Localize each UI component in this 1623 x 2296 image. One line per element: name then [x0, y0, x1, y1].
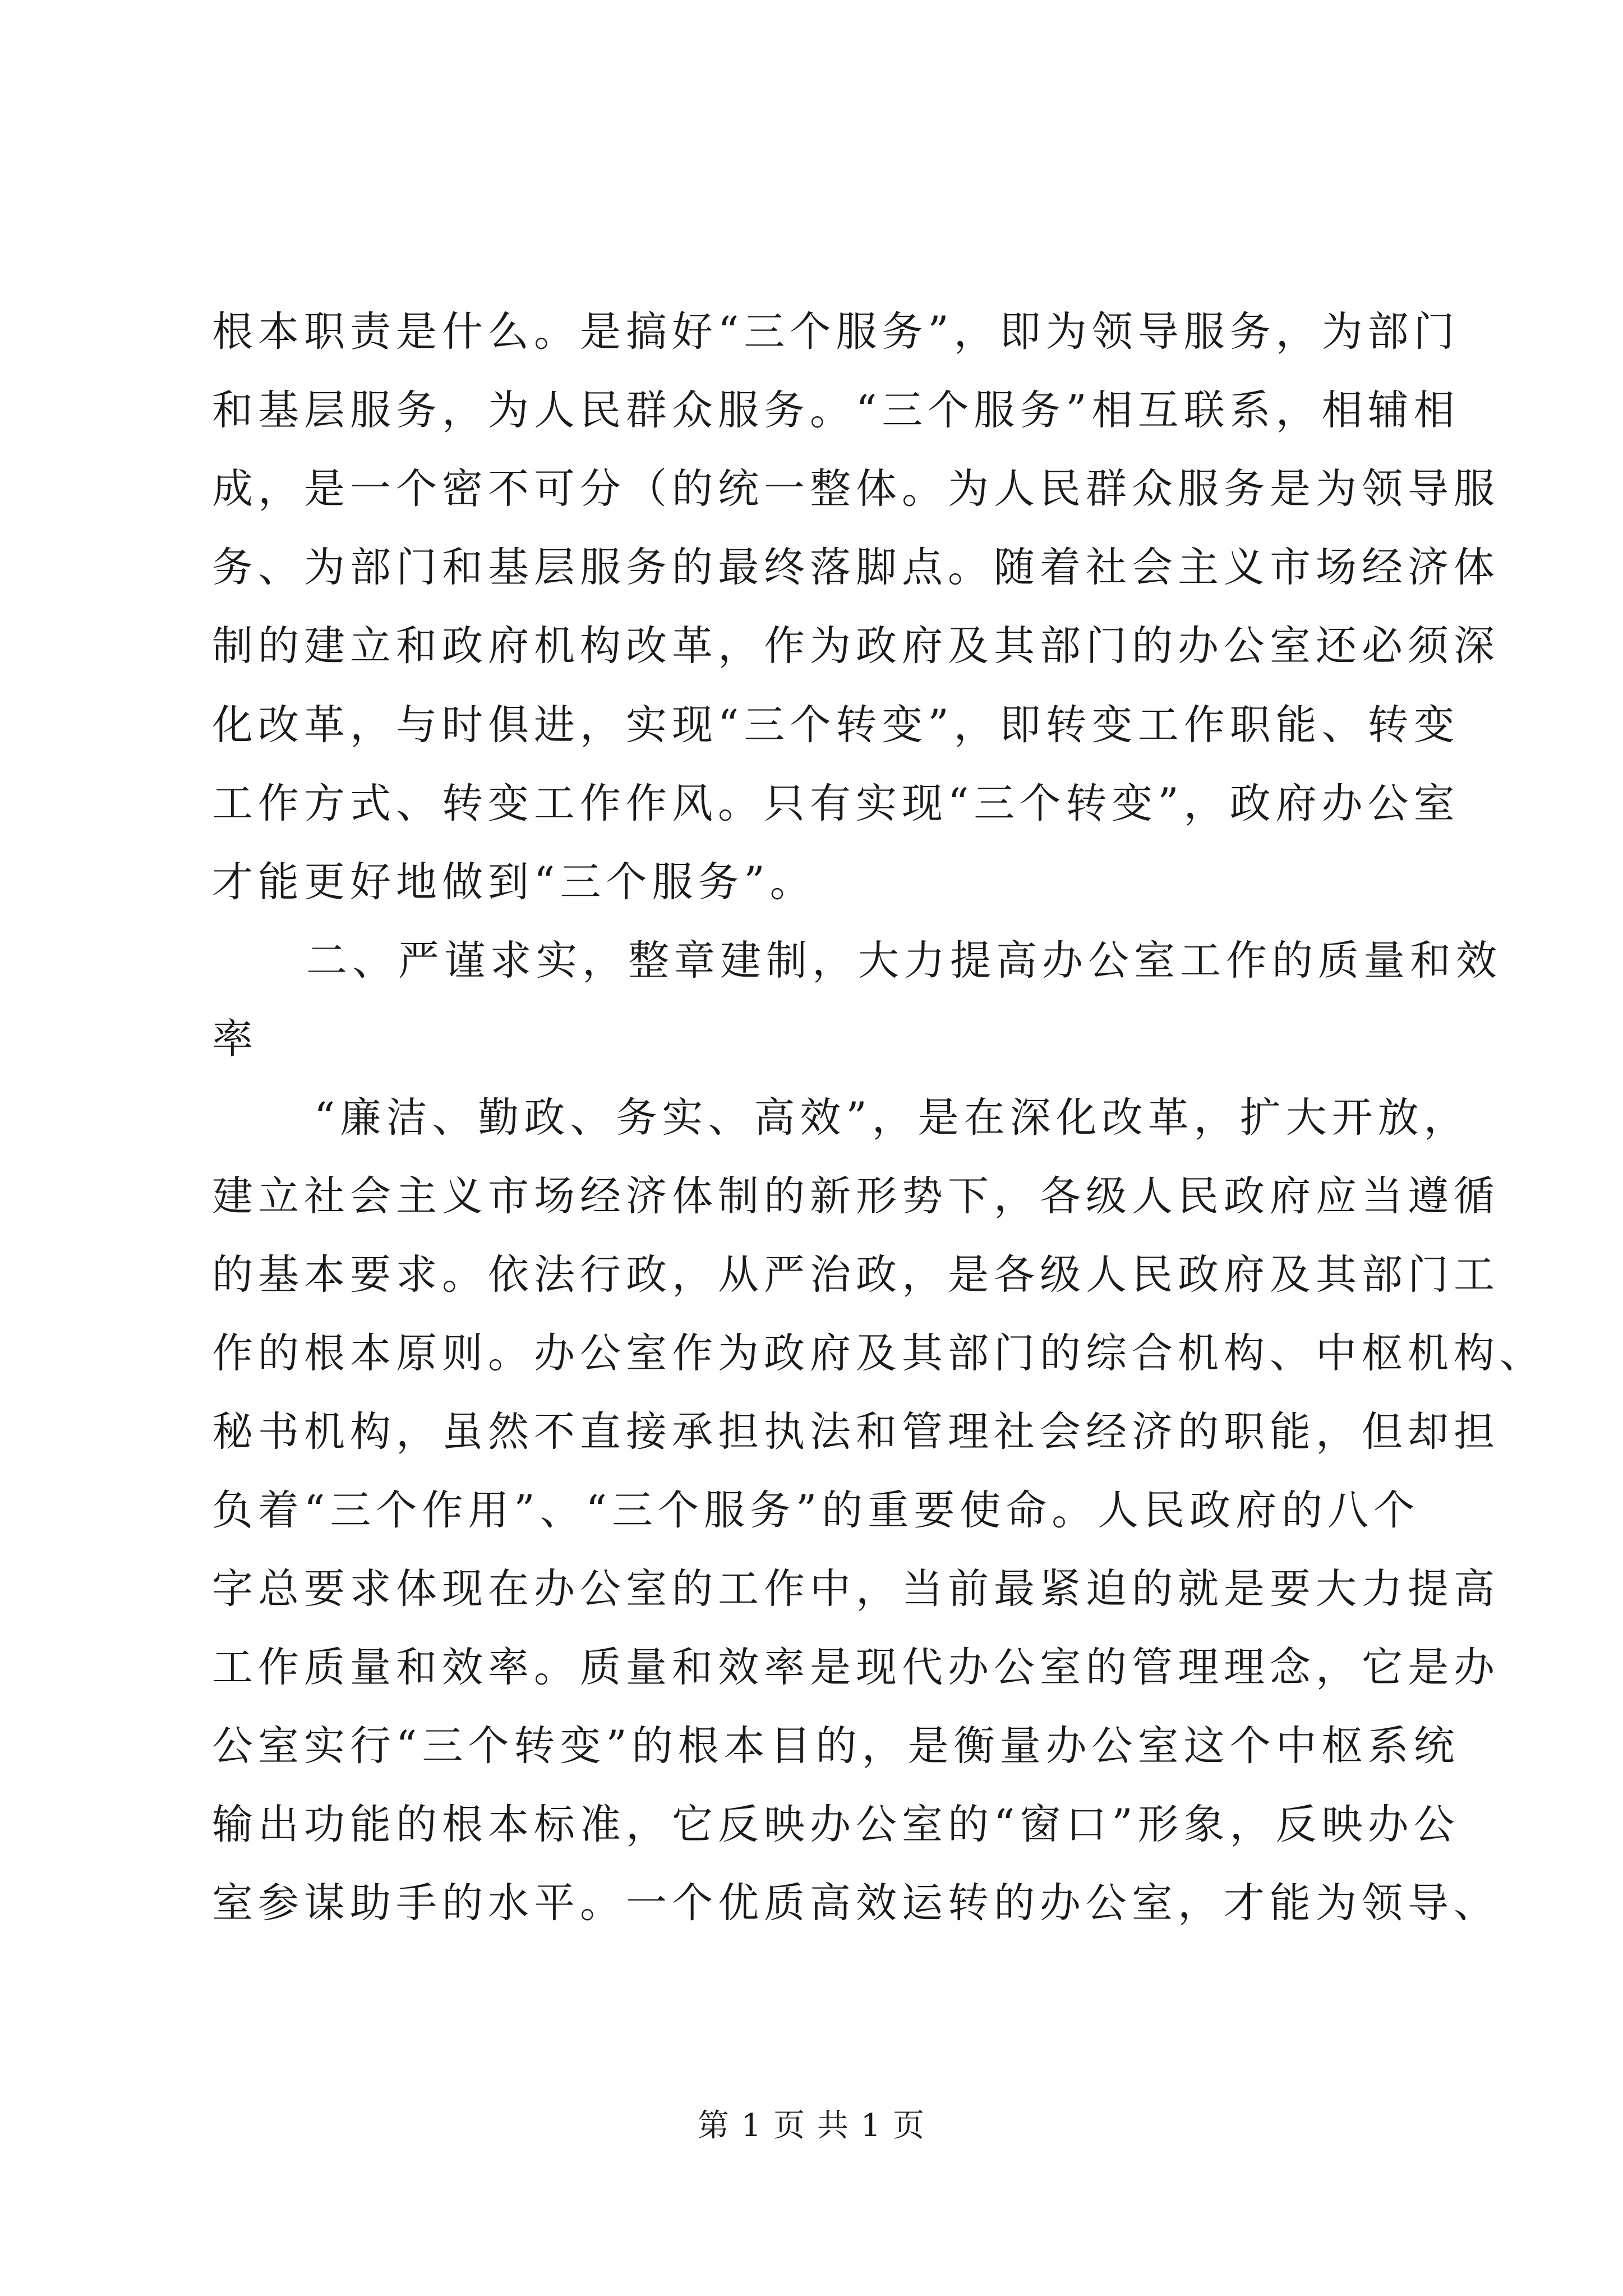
body-line: 室参谋助手的水平。一个优质高效运转的办公室，才能为领导、	[212, 1879, 1500, 1927]
body-line: 工作方式、转变工作作风。只有实现“三个转变”，政府办公室	[212, 780, 1460, 827]
body-line: 秘书机构，虽然不直接承担执法和管理社会经济的职能，但却担	[212, 1408, 1500, 1456]
body-line: 负着“三个作用”、“三个服务”的重要使命。人民政府的八个	[212, 1487, 1420, 1534]
page-number-footer: 第 1 页 共 1 页	[697, 2108, 926, 2144]
body-line: 字总要求体现在办公室的工作中，当前最紧迫的就是要大力提高	[212, 1565, 1500, 1613]
body-line: 化改革，与时俱进，实现“三个转变”，即转变工作职能、转变	[212, 701, 1460, 749]
body-line: 的基本要求。依法行政，从严治政，是各级人民政府及其部门工	[212, 1251, 1500, 1299]
body-line: 根本职责是什么。是搞好“三个服务”，即为领导服务，为部门	[212, 308, 1460, 356]
body-line: 公室实行“三个转变”的根本目的，是衡量办公室这个中枢系统	[212, 1722, 1460, 1770]
body-line: 才能更好地做到“三个服务”。	[212, 858, 816, 906]
section-heading-continued: 率	[212, 1015, 258, 1063]
body-line: 务、为部门和基层服务的最终落脚点。随着社会主义市场经济体	[212, 544, 1500, 591]
paragraph-first-line: “廉洁、勤政、务实、高效”，是在深化改革，扩大开放，	[314, 1094, 1470, 1142]
body-line: 作的根本原则。办公室作为政府及其部门的综合机构、中枢机构、	[212, 1329, 1546, 1377]
body-line: 建立社会主义市场经济体制的新形势下，各级人民政府应当遵循	[212, 1172, 1500, 1220]
body-line: 工作质量和效率。质量和效率是现代办公室的管理理念，它是办	[212, 1644, 1500, 1691]
section-heading: 二、严谨求实，整章建制，大力提高办公室工作的质量和效	[306, 937, 1502, 984]
body-line: 输出功能的根本标准，它反映办公室的“窗口”形象，反映办公	[212, 1801, 1460, 1848]
body-line: 成，是一个密不可分（的统一整体。为人民群众服务是为领导服	[212, 465, 1500, 513]
body-line: 制的建立和政府机构改革，作为政府及其部门的办公室还必须深	[212, 622, 1500, 670]
body-line: 和基层服务，为人民群众服务。“三个服务”相互联系，相辅相	[212, 386, 1460, 434]
